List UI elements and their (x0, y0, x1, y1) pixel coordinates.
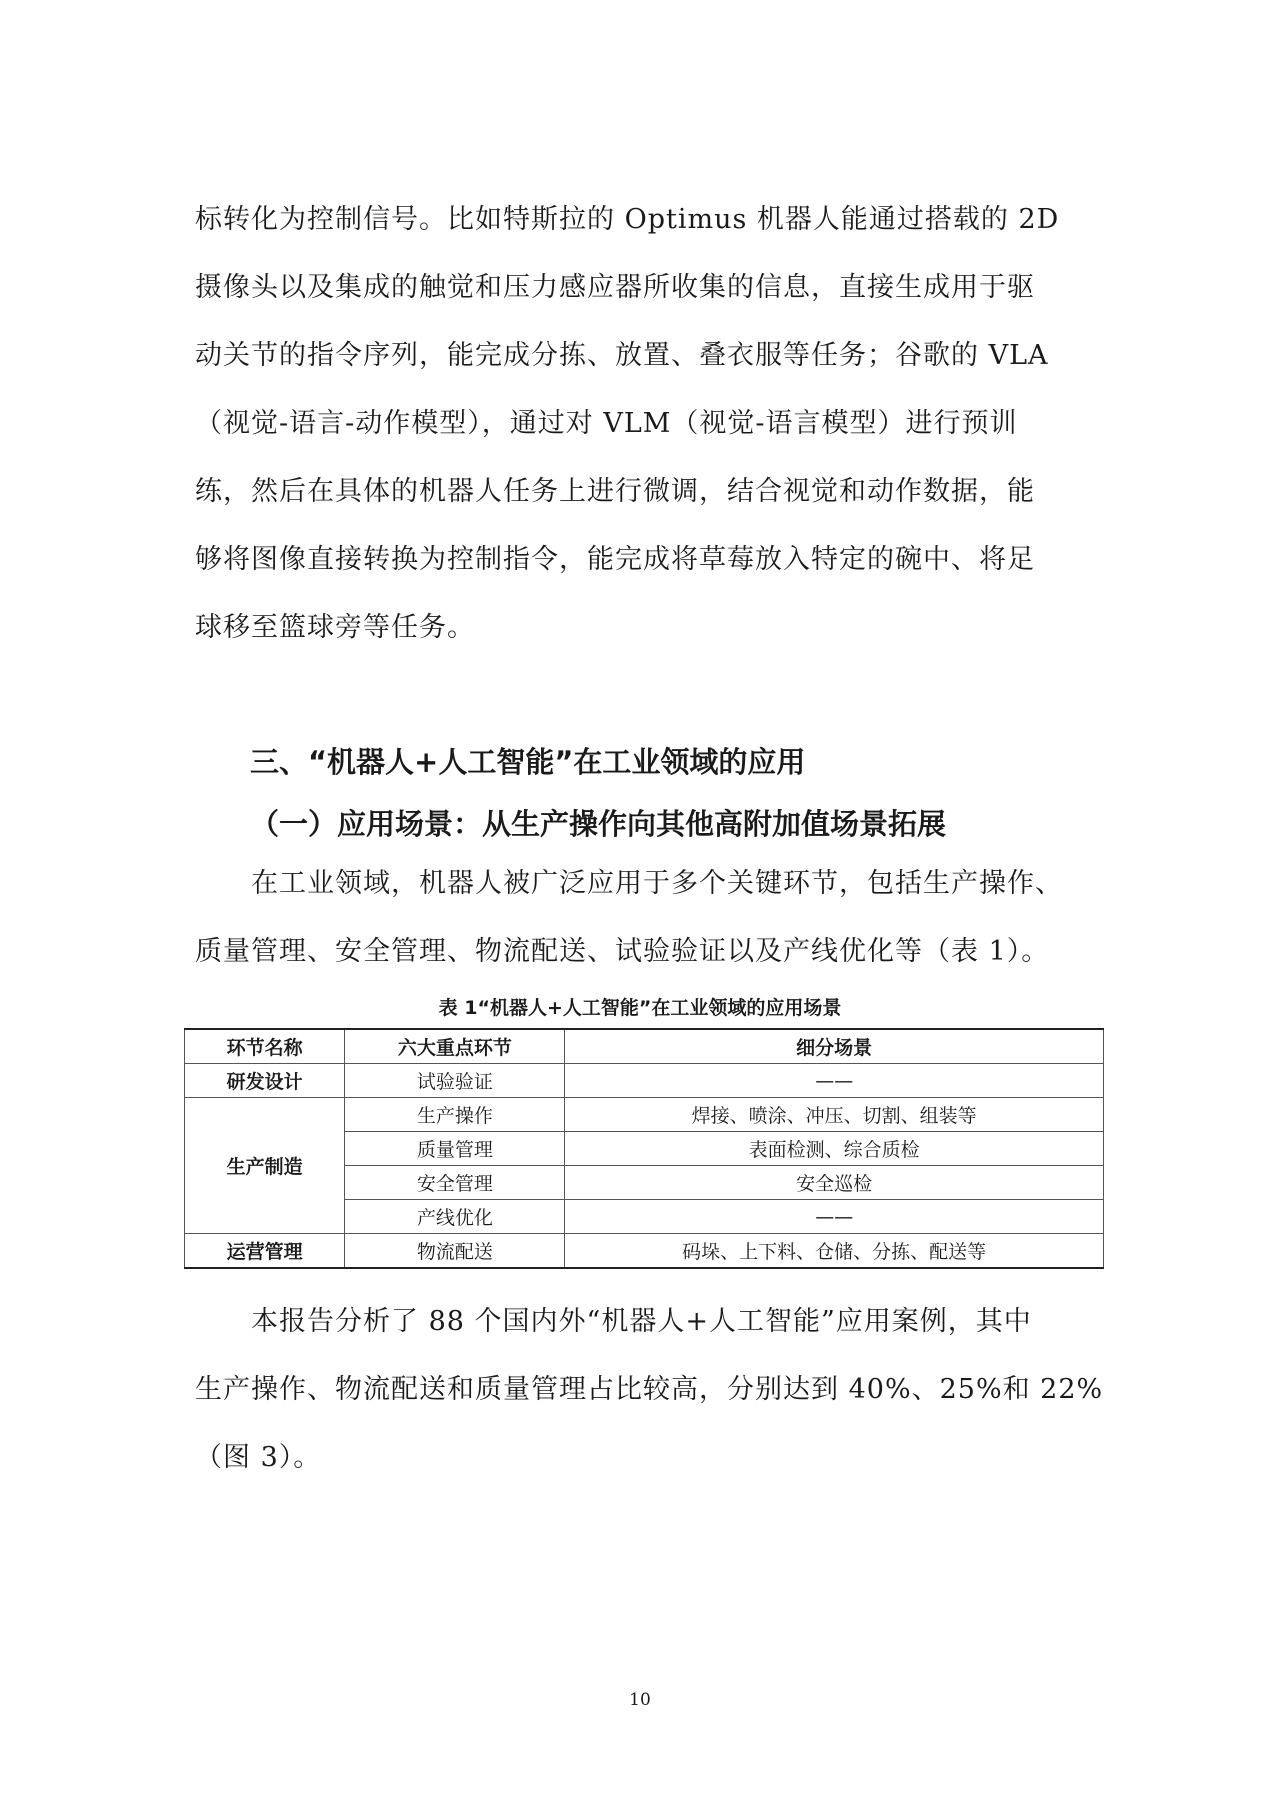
section-heading: 三、“机器人+人工智能”在工业领域的应用 (250, 745, 806, 779)
paragraph-line: 摄像头以及集成的触觉和压力感应器所收集的信息，直接生成用于驱 (195, 272, 1035, 303)
scenes-cell: 码垛、上下料、仓储、分拣、配送等 (565, 1234, 1104, 1269)
intro-paragraph (195, 186, 1095, 662)
application-scenes-table (184, 1028, 1104, 1269)
scenes-cell: 表面检测、综合质检 (565, 1132, 1104, 1166)
paragraph-line: 练，然后在具体的机器人任务上进行微调，结合视觉和动作数据，能 (195, 476, 1035, 507)
paragraph-line: 够将图像直接转换为控制指令，能完成将草莓放入特定的碗中、将足 (195, 544, 1035, 575)
paragraph-line: 球移至篮球旁等任务。 (195, 612, 475, 643)
segment-cell: 生产操作 (345, 1098, 565, 1132)
table-caption: 表 1“机器人+人工智能”在工业领域的应用场景 (438, 997, 842, 1019)
scenes-cell: —— (565, 1064, 1104, 1098)
section-paragraph (195, 850, 1095, 986)
paragraph-line: 生产操作、物流配送和质量管理占比较高，分别达到 40%、25%和 22% (195, 1374, 1104, 1405)
table-row (185, 1098, 1104, 1132)
page-number: 10 (629, 1690, 651, 1710)
paragraph-line: 标转化为控制信号。比如特斯拉的 Optimus 机器人能通过搭载的 2D (195, 204, 1060, 235)
scenes-cell: —— (565, 1200, 1104, 1234)
table-header-row (185, 1029, 1104, 1064)
paragraph-line: 动关节的指令序列，能完成分拣、放置、叠衣服等任务；谷歌的 VLA (195, 340, 1049, 371)
scenes-cell: 焊接、喷涂、冲压、切割、组装等 (565, 1098, 1104, 1132)
segment-cell: 安全管理 (345, 1166, 565, 1200)
group-cell: 研发设计 (185, 1064, 345, 1098)
segment-cell: 产线优化 (345, 1200, 565, 1234)
segment-cell: 试验验证 (345, 1064, 565, 1098)
paragraph-line: 质量管理、安全管理、物流配送、试验验证以及产线优化等（表 1）。 (195, 936, 1050, 967)
column-header: 细分场景 (565, 1029, 1104, 1064)
paragraph-line: 本报告分析了 88 个国内外“机器人+人工智能”应用案例，其中 (251, 1306, 1032, 1337)
table-row (185, 1064, 1104, 1098)
group-cell: 生产制造 (185, 1098, 345, 1234)
group-cell: 运营管理 (185, 1234, 345, 1269)
paragraph-line: （视觉-语言-动作模型），通过对 VLM（视觉-语言模型）进行预训 (195, 408, 1018, 439)
paragraph-line: 在工业领域，机器人被广泛应用于多个关键环节，包括生产操作、 (251, 868, 1063, 899)
segment-cell: 物流配送 (345, 1234, 565, 1269)
column-header: 六大重点环节 (345, 1029, 565, 1064)
analysis-paragraph (195, 1288, 1104, 1492)
table-row (185, 1234, 1104, 1269)
segment-cell: 质量管理 (345, 1132, 565, 1166)
paragraph-line: （图 3）。 (195, 1442, 322, 1473)
column-header: 环节名称 (185, 1029, 345, 1064)
scenes-cell: 安全巡检 (565, 1166, 1104, 1200)
subsection-heading: （一）应用场景：从生产操作向其他高附加值场景拓展 (250, 807, 947, 841)
